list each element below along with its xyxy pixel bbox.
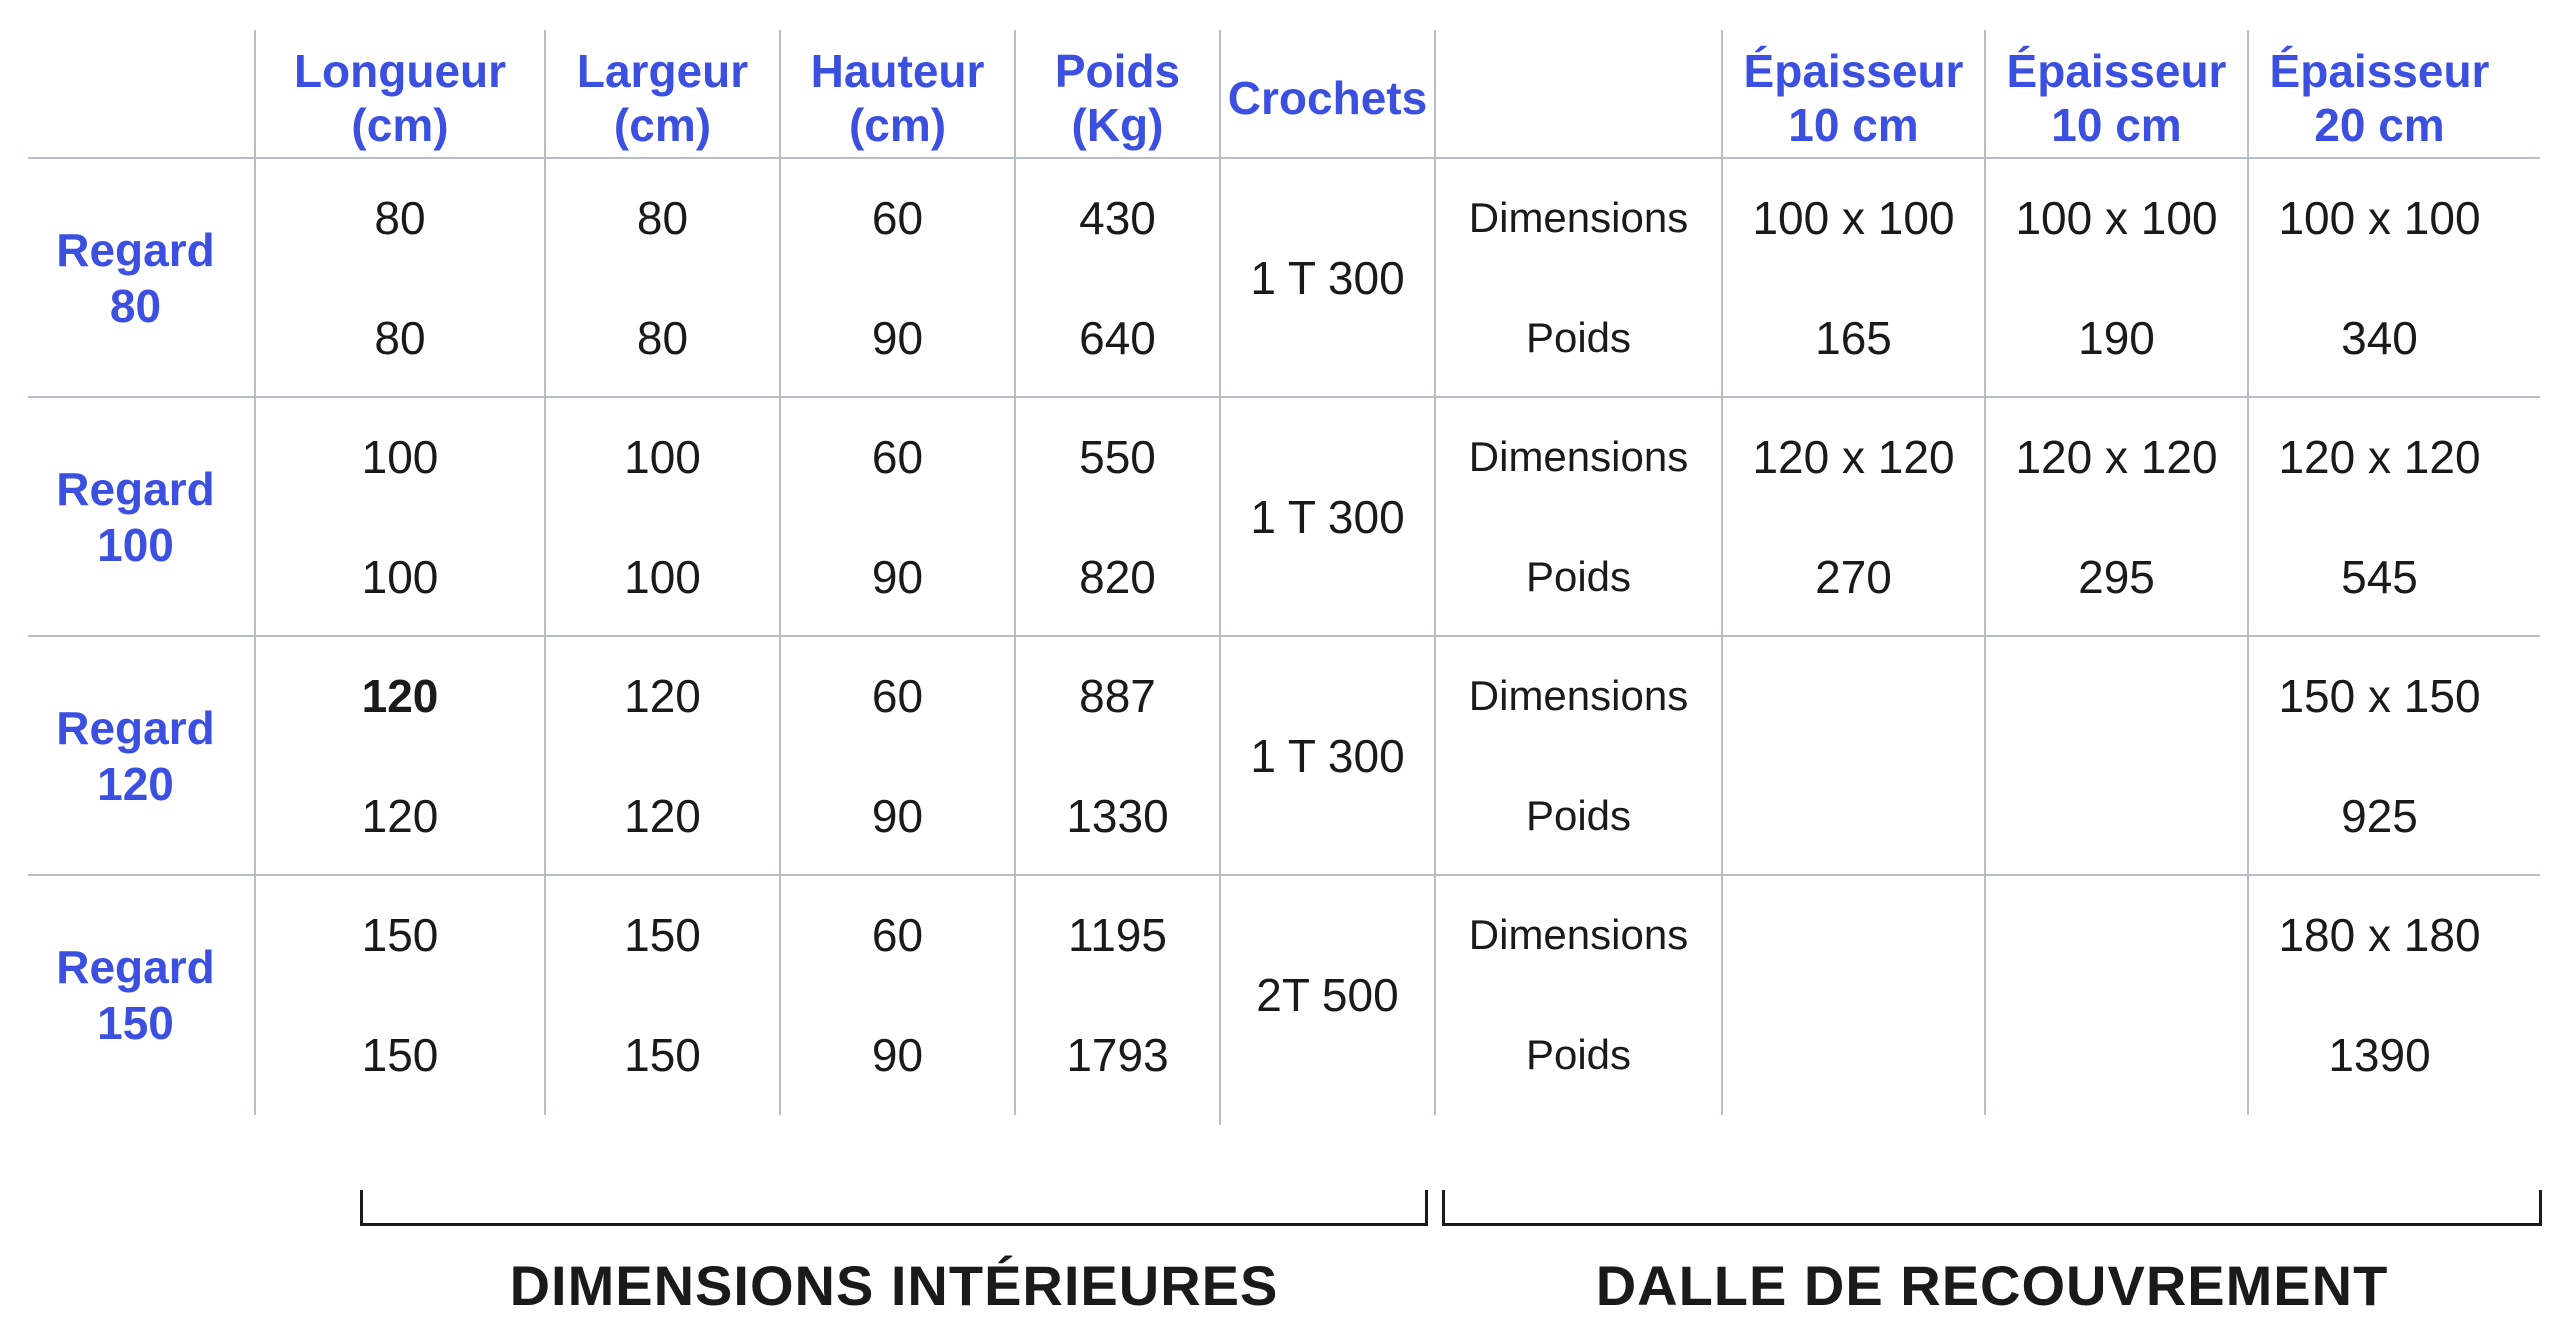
cell-longueur: 120: [361, 790, 439, 842]
row-label: [28, 159, 243, 396]
cell-longueur: 80: [374, 192, 426, 244]
cell-hauteur: 60: [871, 670, 924, 722]
row-label: [28, 398, 243, 635]
cell-dalle-poids-label: Poids: [1525, 1031, 1632, 1078]
cell-ep10a-poids: [1722, 1015, 1985, 1095]
cell-ep10a-dimensions: 120 x 120: [1752, 431, 1955, 483]
cell-crochets: 1 T 300: [1250, 251, 1405, 304]
header-largeur-title: Largeur: [576, 44, 749, 97]
cell-ep20-poids: 1390: [2328, 1029, 2431, 1081]
cell-poids: 430: [1079, 192, 1156, 244]
header-hauteur-title: Hauteur: [810, 44, 985, 97]
row-label-size: 150: [97, 996, 174, 1049]
row-label: [28, 876, 243, 1113]
interior-dimensions-label: DIMENSIONS INTÉRIEURES: [509, 1253, 1279, 1317]
cell-ep10a-dimensions: [1722, 656, 1985, 736]
cell-longueur: 150: [361, 1029, 439, 1081]
slab-label: DALLE DE RECOUVREMENT: [1595, 1253, 2389, 1317]
cell-hauteur: 60: [871, 192, 924, 244]
cell-ep10b-dimensions: 120 x 120: [2015, 431, 2218, 483]
cell-dalle-poids-label: Poids: [1525, 792, 1632, 839]
cell-hauteur: 90: [871, 551, 924, 603]
header-ep10a-title: Épaisseur: [1743, 44, 1964, 97]
header-hauteur-unit: (cm): [848, 98, 947, 151]
cell-ep20-poids: 340: [2341, 312, 2418, 364]
header-hauteur: [780, 40, 1015, 155]
cell-longueur: 150: [361, 909, 439, 961]
row-label-title: Regard: [56, 462, 215, 515]
cell-ep10a-dimensions: 100 x 100: [1752, 192, 1955, 244]
header-ep10b-title: Épaisseur: [2006, 44, 2227, 97]
cell-ep10a-poids: 165: [1815, 312, 1892, 364]
header-crochets-title: Crochets: [1227, 71, 1428, 124]
header-poids: [1015, 40, 1220, 155]
cell-hauteur: 60: [871, 909, 924, 961]
cell-ep10b-dimensions: 100 x 100: [2015, 192, 2218, 244]
cell-largeur: 80: [636, 192, 689, 244]
row-label-title: Regard: [56, 940, 215, 993]
cell-ep10b-poids: 190: [2078, 312, 2155, 364]
cell-largeur: 100: [624, 551, 701, 603]
cell-poids: 1330: [1066, 790, 1169, 842]
row-label-title: Regard: [56, 701, 215, 754]
cell-ep10b-dimensions: [1985, 656, 2248, 736]
cell-largeur: 120: [624, 790, 701, 842]
header-epaisseur-20: [2248, 40, 2511, 155]
cell-longueur: 80: [374, 312, 426, 364]
cell-largeur: 120: [624, 670, 701, 722]
header-longueur: [255, 40, 545, 155]
cell-ep20-dimensions: 150 x 150: [2278, 670, 2481, 722]
cell-crochets: 2T 500: [1256, 968, 1399, 1021]
cell-dalle-dimensions-label: Dimensions: [1468, 194, 1689, 241]
header-epaisseur-10-b: [1985, 40, 2248, 155]
header-epaisseur-10-a: [1722, 40, 1985, 155]
header-ep10a-unit: 10 cm: [1788, 98, 1919, 151]
cell-crochets: 1 T 300: [1250, 729, 1405, 782]
header-largeur: [545, 40, 780, 155]
row-label: [28, 637, 243, 874]
header-poids-unit: (Kg): [1071, 98, 1164, 151]
cell-ep20-poids: 545: [2341, 551, 2418, 603]
cell-ep10b-poids: [1985, 1015, 2248, 1095]
cell-dalle-poids-label: Poids: [1525, 314, 1632, 361]
header-longueur-unit: (cm): [351, 98, 449, 151]
cell-dalle-dimensions-label: Dimensions: [1468, 672, 1689, 719]
cell-longueur: 100: [361, 551, 439, 603]
header-longueur-title: Longueur: [293, 44, 507, 97]
cell-dalle-dimensions-label: Dimensions: [1468, 433, 1689, 480]
cell-dalle-poids-label: Poids: [1525, 553, 1632, 600]
cell-ep20-poids: 925: [2341, 790, 2418, 842]
cell-longueur: 120: [361, 670, 439, 722]
cell-ep10a-poids: [1722, 776, 1985, 856]
cell-ep20-dimensions: 180 x 180: [2278, 909, 2481, 961]
header-crochets: [1220, 40, 1435, 155]
cell-poids: 640: [1079, 312, 1156, 364]
cell-poids: 887: [1079, 670, 1156, 722]
cell-largeur: 150: [624, 1029, 701, 1081]
cell-crochets: 1 T 300: [1250, 490, 1405, 543]
header-largeur-unit: (cm): [613, 98, 712, 151]
slab-bracket: [1442, 1190, 2542, 1226]
cell-poids: 1793: [1066, 1029, 1169, 1081]
cell-ep10b-poids: [1985, 776, 2248, 856]
cell-largeur: 150: [624, 909, 701, 961]
cell-longueur: 100: [361, 431, 439, 483]
cell-ep10b-dimensions: [1985, 895, 2248, 975]
cell-hauteur: 60: [871, 431, 924, 483]
cell-largeur: 100: [624, 431, 701, 483]
cell-poids: 550: [1079, 431, 1156, 483]
cell-ep20-dimensions: 120 x 120: [2278, 431, 2481, 483]
cell-hauteur: 90: [871, 312, 924, 364]
cell-hauteur: 90: [871, 1029, 924, 1081]
cell-ep10a-dimensions: [1722, 895, 1985, 975]
row-label-size: 120: [97, 757, 174, 810]
header-ep20-title: Épaisseur: [2269, 44, 2490, 97]
cell-largeur: 80: [636, 312, 689, 364]
cell-poids: 1195: [1068, 909, 1167, 961]
cell-poids: 820: [1079, 551, 1156, 603]
row-label-size: 80: [109, 279, 162, 332]
cell-ep10a-poids: 270: [1815, 551, 1892, 603]
header-ep10b-unit: 10 cm: [2051, 98, 2182, 151]
cell-dalle-dimensions-label: Dimensions: [1468, 911, 1689, 958]
cell-ep20-dimensions: 100 x 100: [2278, 192, 2481, 244]
row-label-title: Regard: [56, 223, 215, 276]
cell-hauteur: 90: [871, 790, 924, 842]
header-poids-title: Poids: [1054, 44, 1181, 97]
interior-dimensions-bracket: [360, 1190, 1428, 1226]
header-ep20-unit: 20 cm: [2314, 98, 2445, 151]
cell-ep10b-poids: 295: [2078, 551, 2155, 603]
row-label-size: 100: [97, 518, 174, 571]
